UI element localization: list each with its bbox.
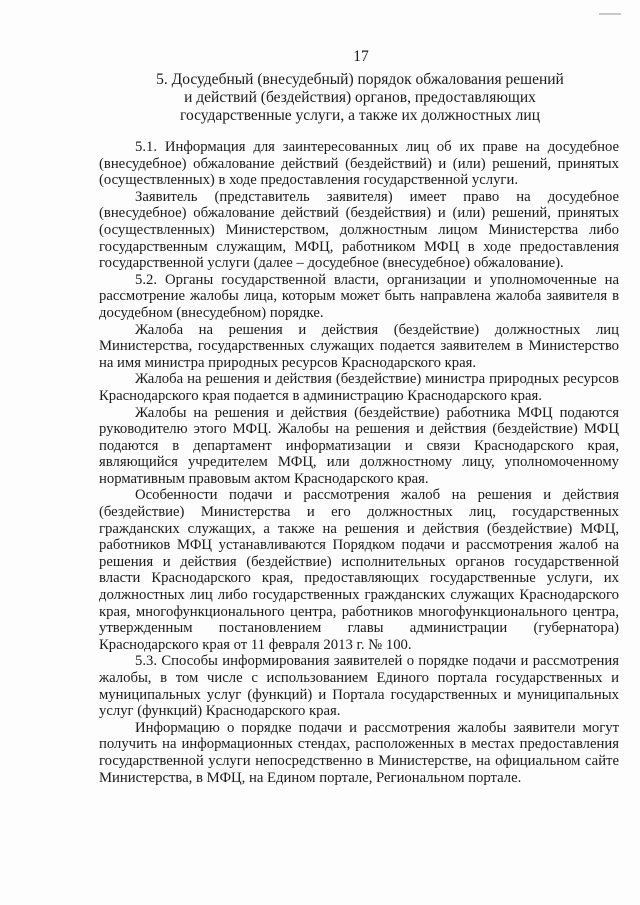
paragraph-applicant-right: Заявитель (представитель заявителя) имеет право на досудебное (внесудебное) обжалование действий (бездействия) и (или) решений, принятых (осуществленных) Министерством, должностным лицом Министерства либо государственным служащим, МФЦ, работником МФЦ в ходе предоставления государственной услуги (далее – досудебное (внесудебное) обжалование). bbox=[99, 188, 619, 272]
paragraph-complaint-procedure: Особенности подачи и рассмотрения жалоб на решения и действия (бездействие) Министерства и его должностных лиц, государственных гражданских служащих, а также на решения и действия (бездействие) МФЦ, работников МФЦ устанавливаются Порядком подачи и рассмотрения жалоб на решения и действия (бездействие) исполнительных органов государственной власти Краснодарского края, предоставляющих государственные услуги, их должностных лиц либо государственных гражданских служащих Краснодарского края, многофункционального центра, работников многофункционального центра, утвержденным постановлением главы администрации (губернатора) Краснодарского края от 11 февраля 2013 г. № 100. bbox=[99, 487, 619, 653]
section-heading bbox=[60, 71, 640, 125]
page-number: 17 bbox=[353, 48, 369, 65]
paragraph-5-1: 5.1. Информация для заинтересованных лиц об их праве на досудебное (внесудебное) обжалование действий (бездействий) и (или) решений, принятых (осуществленных) в ходе предоставления государственной услуги. bbox=[99, 139, 619, 189]
paragraph-info-sources: Информацию о порядке подачи и рассмотрения жалобы заявители могут получить на информационных стендах, расположенных в местах предоставления государственной услуги непосредственно в Министерстве, на официальном сайте Министерства, в МФЦ, на Едином портале, Региональном портале. bbox=[99, 719, 619, 786]
heading-line-3: государственные услуги, а также их должностных лиц bbox=[179, 107, 541, 124]
scan-mark bbox=[599, 13, 621, 15]
heading-line-1: 5. Досудебный (внесудебный) порядок обжалования решений bbox=[156, 71, 564, 88]
paragraph-5-2: 5.2. Органы государственной власти, организации и уполномоченные на рассмотрение жалобы лица, которым может быть направлена жалоба заявителя в досудебном (внесудебном) порядке. bbox=[99, 271, 619, 321]
heading-line-2: и действий (бездействия) органов, предоставляющих bbox=[184, 89, 536, 106]
paragraph-minister-complaint: Жалоба на решения и действия (бездействие) министра природных ресурсов Краснодарского края подается в администрацию Краснодарского края. bbox=[99, 371, 619, 404]
paragraph-5-3: 5.3. Способы информирования заявителей о порядке подачи и рассмотрения жалобы, в том числе с использованием Единого портала государственных и муниципальных услуг (функций) и Портала государственных и муниципальных услуг (функций) Краснодарского края. bbox=[99, 653, 619, 720]
paragraph-mfc-complaint: Жалобы на решения и действия (бездействие) работника МФЦ подаются руководителю этого МФЦ. Жалобы на решения и действия (бездействие) МФЦ подаются в департамент информатизации и связи Краснодарского края, являющийся учредителем МФЦ, или должностному лицу, уполномоченному нормативным правовым актом Краснодарского края. bbox=[99, 404, 619, 487]
paragraph-ministry-complaint: Жалоба на решения и действия (бездействие) должностных лиц Министерства, государственных служащих подается заявителем в Министерство на имя министра природных ресурсов Краснодарского края. bbox=[99, 321, 619, 371]
document-body bbox=[99, 139, 619, 786]
